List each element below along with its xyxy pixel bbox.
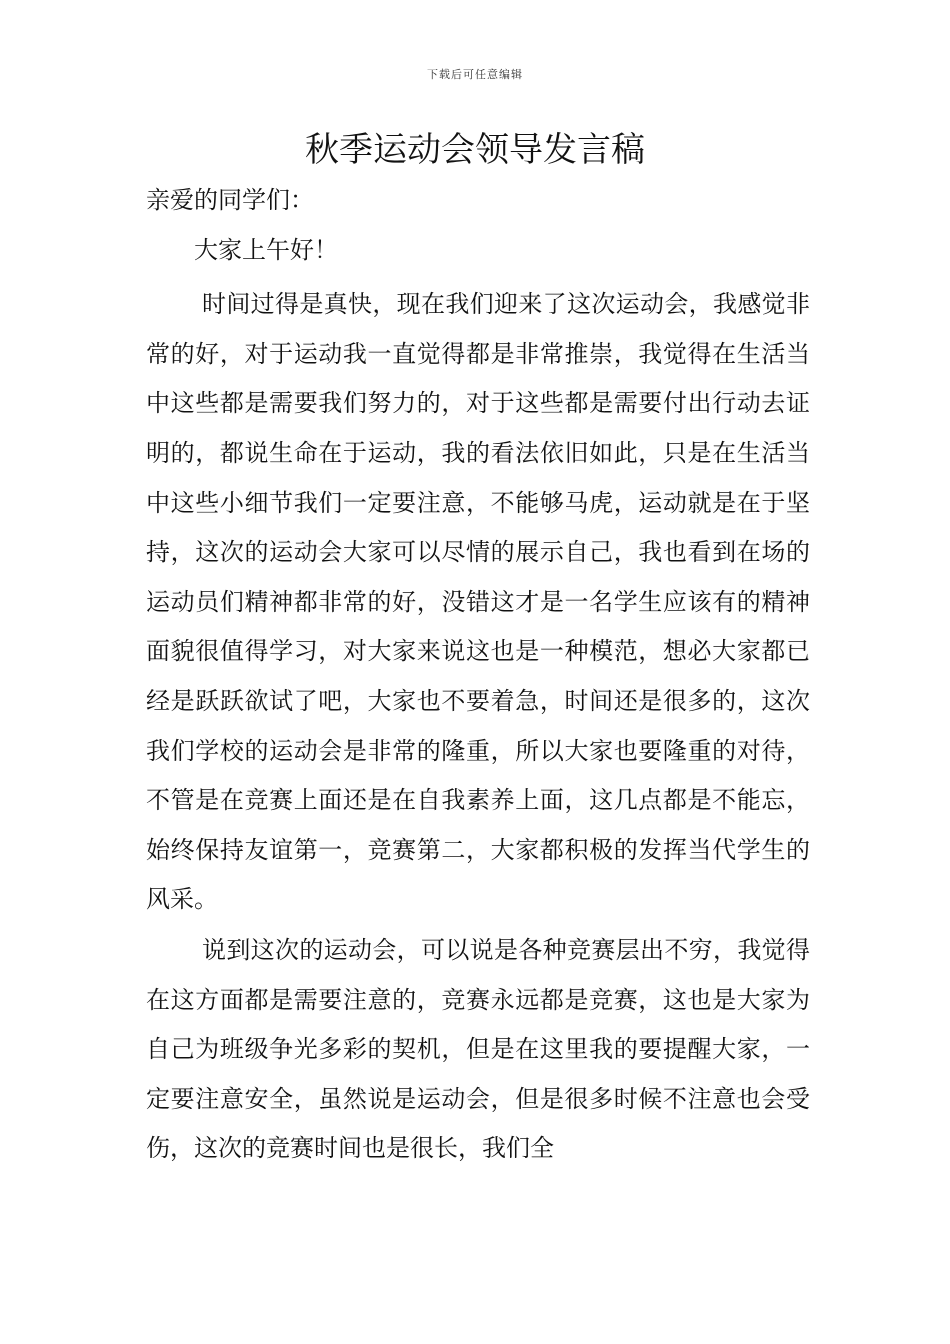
document-title: 秋季运动会领导发言稿 [305,130,645,170]
greeting: 大家上午好！ [194,235,338,264]
paragraph-1: 时间过得是真快，现在我们迎来了这次运动会，我感觉非常的好，对于运动我一直觉得都是非常推崇，我觉得在生活当中这些都是需要我们努力的，对于这些都是需要付出行动去证明的，都说生命在于运动，我的看法依旧如此，只是在生活当中这些小细节我们一定要注意，不能够马虎，运动就是在于坚持，这次的运动会大家可以尽情的展示自己，我也看到在场的运动员们精神都非常的好，没错这才是一名学生应该有的精神面貌很值得学习，对大家来说这也是一种模范，想必大家都已经是跃跃欲试了吧，大家也不要着急，时间还是很多的，这次我们学校的运动会是非常的隆重，所以大家也要隆重的对待，不管是在竞赛上面还是在自我素养上面，这几点都是不能忘，始终保持友谊第一，竞赛第二，大家都积极的发挥当代学生的风采。 [146,290,810,914]
header-note: 下载后可任意编辑 [427,68,523,81]
document-body [146,176,810,1174]
salutation: 亲爱的同学们： [146,186,314,214]
paragraph-2: 说到这次的运动会，可以说是各种竞赛层出不穷，我觉得在这方面都是需要注意的，竞赛永远都是竞赛，这也是大家为自己为班级争光多彩的契机，但是在这里我的要提醒大家，一定要注意安全，虽然说是运动会，但是很多时候不注意也会受伤，这次的竞赛时间也是很长，我们全 [146,935,810,1163]
